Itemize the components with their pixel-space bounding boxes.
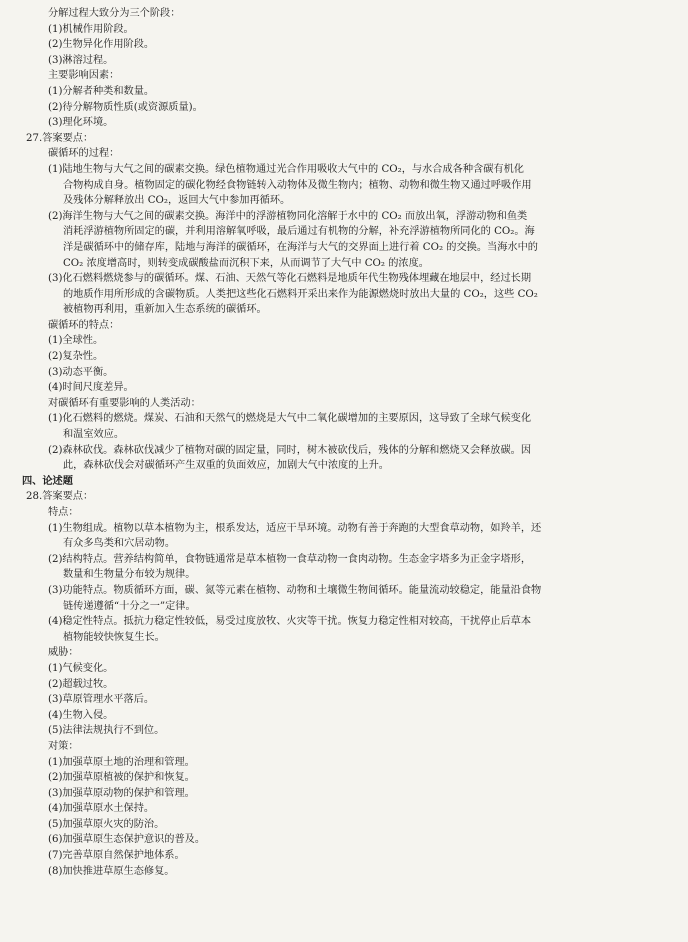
section-heading: 四、论述题 (22, 474, 73, 487)
text-line: (1)加强草原土地的治理和管理。 (48, 756, 195, 768)
text-line: (2)加强草原植被的保护和恢复。 (48, 772, 195, 784)
text-line: (2)海洋生物与大气之间的碳素交换。海洋中的浮游植物同化溶解于水中的 CO₂ 而放出氧，浮游动物和鱼类 (48, 210, 528, 222)
text-line: 数量和生物量分布较为规律。 (63, 569, 196, 581)
text-line: (3)化石燃料燃烧参与的碳循环。煤、石油、天然气等化石燃料是地质年代生物残体埋藏在地层中，经过长期 (48, 273, 532, 285)
text-line: 合物构成自身。植物固定的碳化物经食物链转入动物体及微生物内；植物、动物和微生物又通过呼吸作用 (63, 179, 532, 191)
text-line: (4)稳定性特点。抵抗力稳定性较低，易受过度放牧、火灾等干扰。恢复力稳定性相对较高，干扰停止后草本 (48, 616, 532, 628)
text-line: 消耗浮游植物所固定的碳，并利用溶解氧呼吸，最后通过有机物的分解，补充浮游植物所同化的 CO₂。海 (63, 226, 535, 238)
text-line: (1)生物组成。植物以草本植物为主，根系发达，适应干旱环境。动物有善于奔跑的大型食草动物，如羚羊，还 (48, 522, 542, 534)
text-line: (8)加快推进草原生态修复。 (48, 865, 175, 877)
text-line: (3)理化环境。 (48, 117, 114, 129)
text-line: 被植物再利用，重新加入生态系统的碳循环。 (63, 304, 267, 316)
text-line: (1)气候变化。 (48, 662, 114, 674)
text-line: (3)加强草原动物的保护和管理。 (48, 787, 195, 799)
text-line: 此，森林砍伐会对碳循环产生双重的负面效应，加剧大气中浓度的上升。 (63, 460, 389, 472)
text-line: (2)结构特点。营养结构简单，食物链通常是草本植物一食草动物一食肉动物。生态金字塔多为正金字塔形， (48, 553, 532, 565)
text-line: 植物能较快恢复生长。 (63, 631, 165, 643)
text-line: 对碳循环有重要影响的人类活动： (48, 397, 201, 409)
question-heading: 28.答案要点： (26, 491, 94, 503)
text-line: (3)动态平衡。 (48, 366, 114, 378)
text-line: 主要影响因素： (48, 70, 120, 82)
text-line: (4)生物入侵。 (48, 709, 114, 721)
text-line: (3)草原管理水平落后。 (48, 694, 155, 706)
text-line: 碳循环的过程： (48, 148, 120, 160)
text-line: 的地质作用所形成的含碳物质。人类把这些化石燃料开采出来作为能源燃烧时放出大量的 CO₂，这些 CO₂ (63, 288, 538, 300)
text-line: 威胁： (48, 647, 79, 659)
question-heading: 27.答案要点： (26, 132, 94, 144)
text-line: (4)加强草原水土保持。 (48, 803, 155, 815)
text-line: 有众多鸟类和穴居动物。 (63, 538, 176, 550)
text-line: (1)陆地生物与大气之间的碳素交换。绿色植物通过光合作用吸收大气中的 CO₂，与水合成各种含碳有机化 (48, 163, 524, 175)
text-line: (4)时间尺度差异。 (48, 382, 134, 394)
text-line: (1)化石燃料的燃烧。煤炭、石油和天然气的燃烧是大气中二氧化碳增加的主要原因，这导致了全球气候变化 (48, 413, 532, 425)
text-line: (5)加强草原火灾的防治。 (48, 818, 165, 830)
text-line: (1)机械作用阶段。 (48, 23, 134, 35)
text-line: (2)超载过牧。 (48, 678, 114, 690)
text-line: (2)待分解物质性质(或资源质量)。 (48, 101, 203, 113)
text-line: 对策： (48, 740, 79, 752)
text-line: (3)淋溶过程。 (48, 54, 114, 66)
text-line: (1)全球性。 (48, 335, 104, 347)
text-line: (2)复杂性。 (48, 351, 104, 363)
text-line: (2)生物异化作用阶段。 (48, 39, 155, 51)
text-line: 链传递遵循“十分之一”定律。 (63, 600, 196, 612)
text-line: (2)森林砍伐。森林砍伐减少了植物对碳的固定量，同时，树木被砍伐后，残体的分解和燃烧又会释放碳。因 (48, 444, 532, 456)
text-line: (1)分解者种类和数量。 (48, 85, 155, 97)
text-line: (3)功能特点。物质循环方面，碳、氮等元素在植物、动物和土壤微生物间循环。能量流动较稳定，能量沿食物 (48, 584, 542, 596)
text-line: (7)完善草原自然保护地体系。 (48, 850, 185, 862)
text-line: 碳循环的特点： (48, 319, 120, 331)
text-line: CO₂ 浓度增高时，则转变成碳酸盐而沉积下来，从而调节了大气中 CO₂ 的浓度。 (63, 257, 429, 269)
text-line: (6)加强草原生态保护意识的普及。 (48, 834, 206, 846)
text-line: 洋是碳循环中的储存库，陆地与海洋的碳循环，在海洋与大气的交界面上进行着 CO₂ 的交换。当海水中的 (63, 241, 538, 253)
text-line: 和温室效应。 (63, 429, 125, 441)
text-line: (5)法律法规执行不到位。 (48, 725, 165, 737)
text-line: 及残体分解释放出 CO₂，返回大气中参加再循环。 (63, 195, 291, 207)
text-line: 分解过程大致分为三个阶段： (48, 8, 181, 19)
text-line: 特点： (48, 507, 79, 518)
